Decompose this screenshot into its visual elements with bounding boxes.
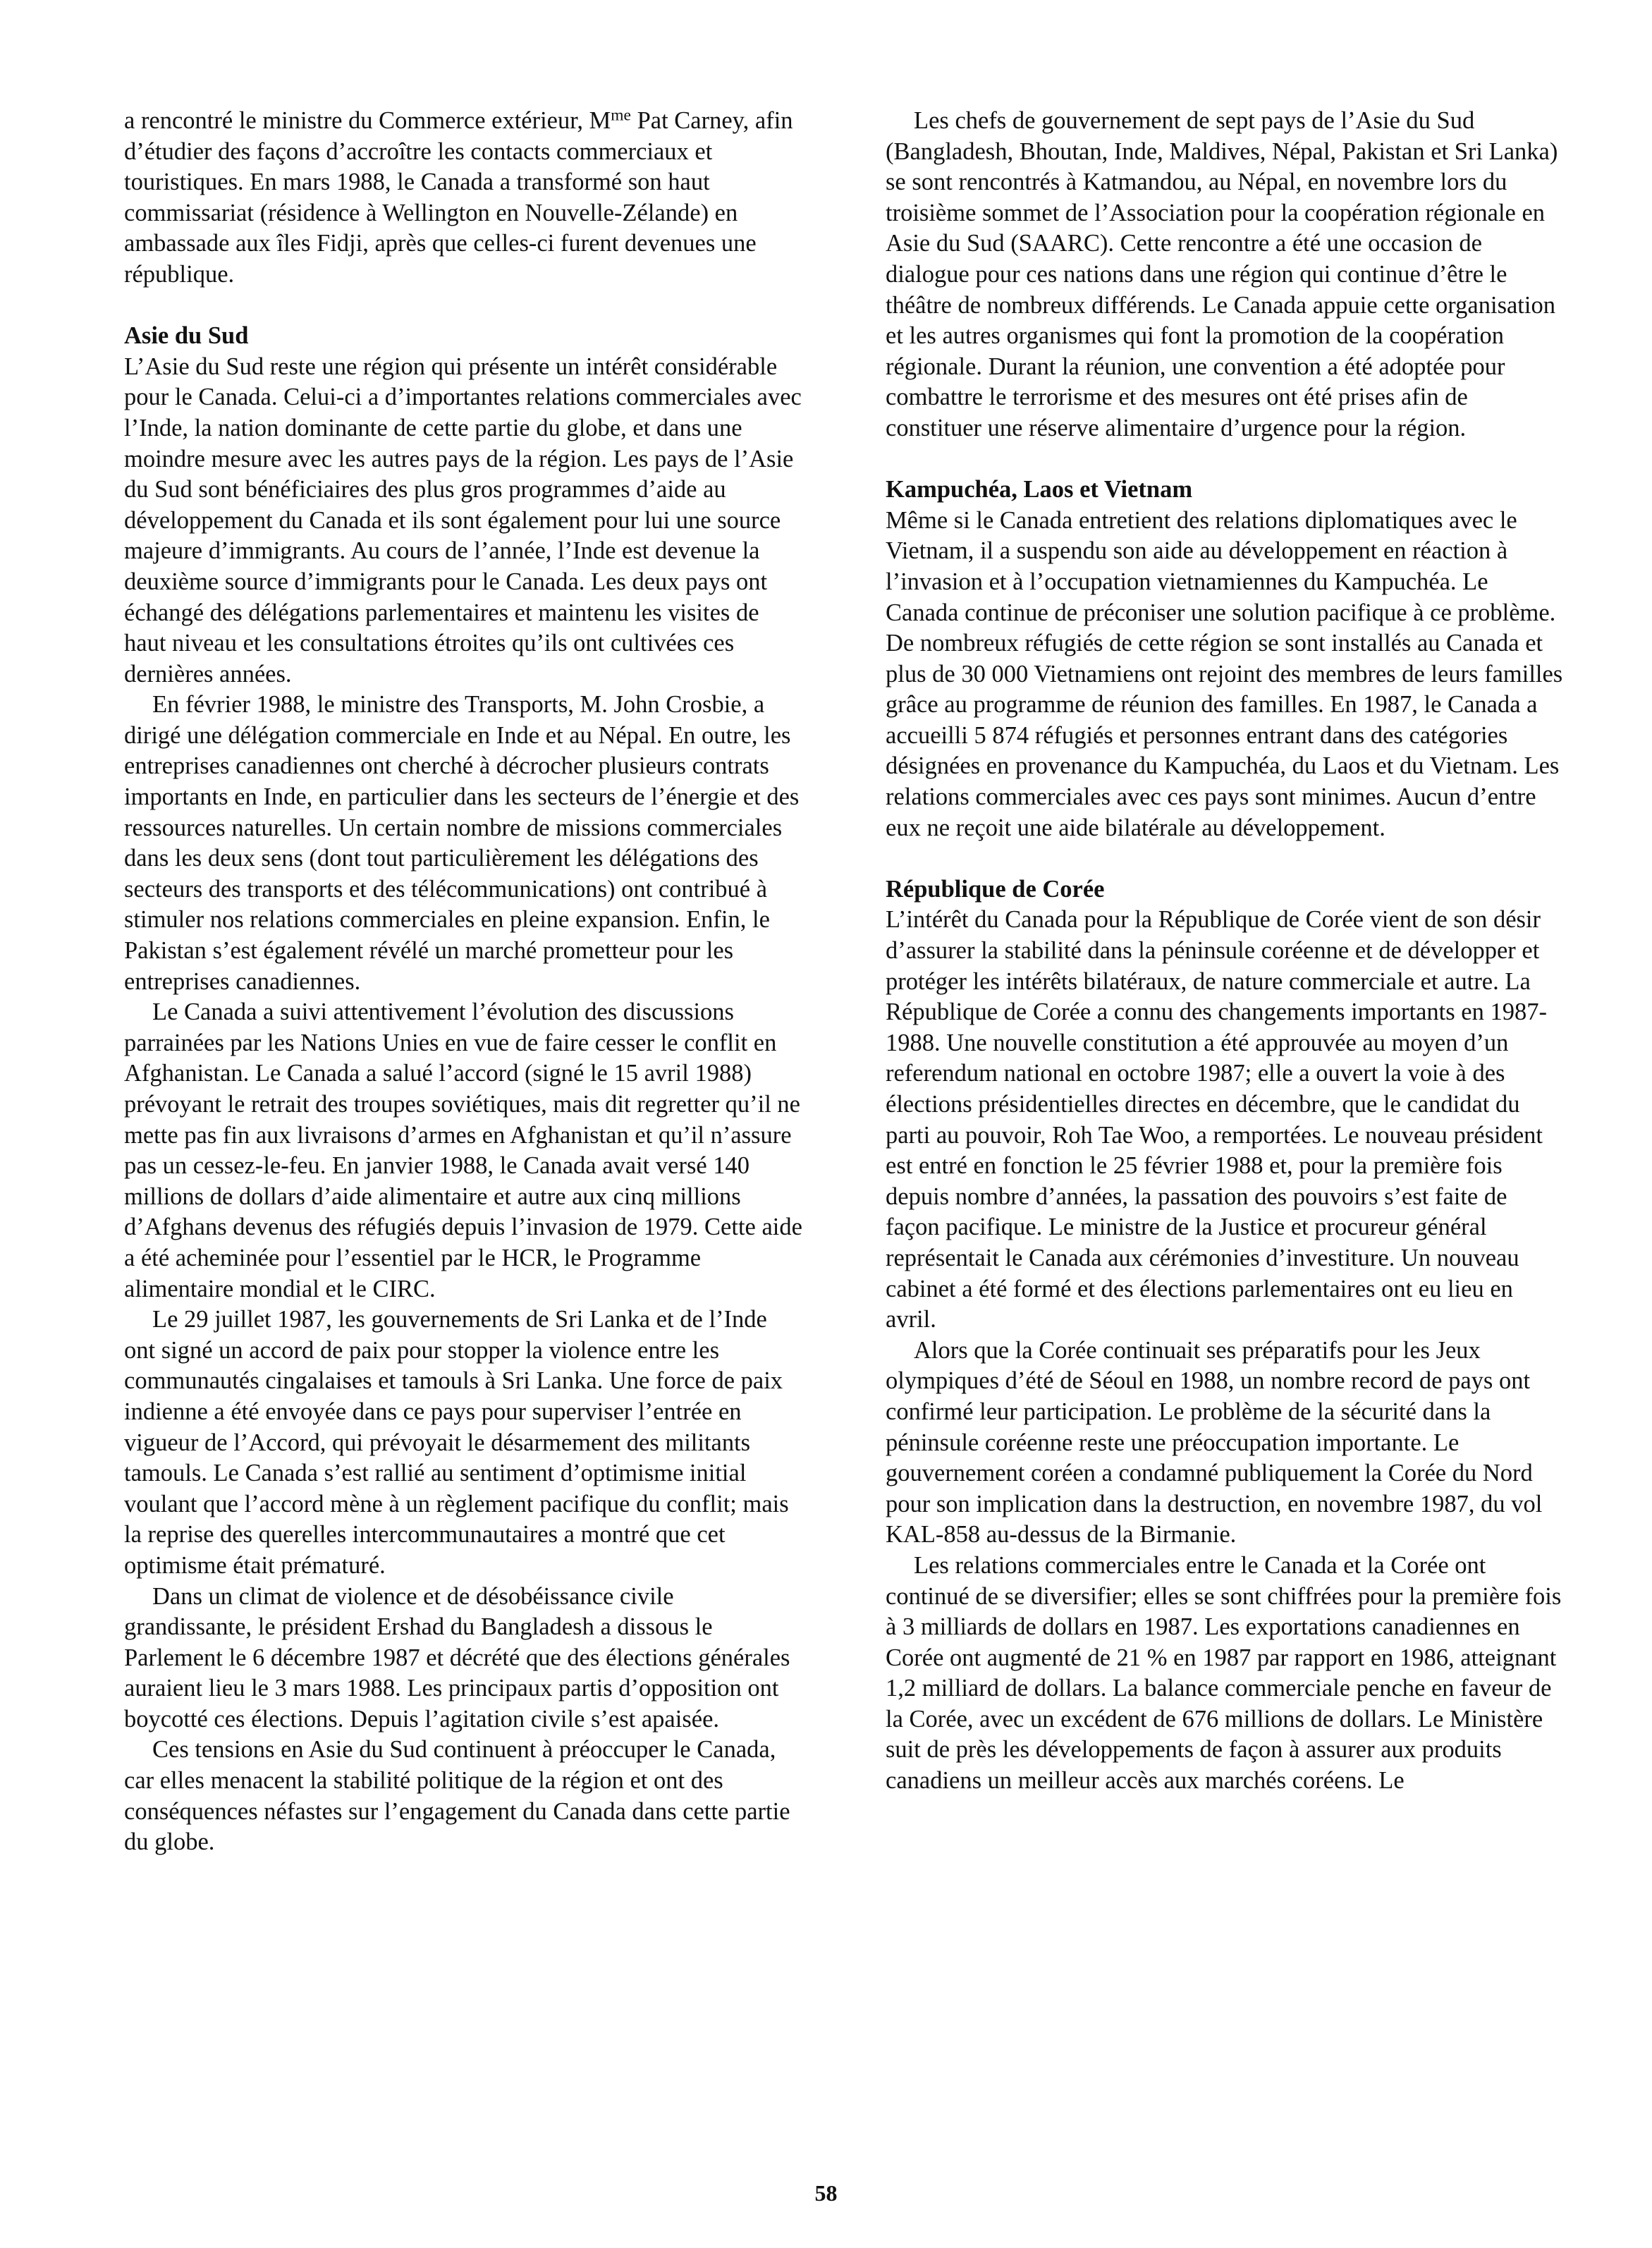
page-number: 58 [814,2180,838,2206]
section-heading-asie-du-sud: Asie du Sud [124,322,249,350]
paragraph: Alors que la Corée continuait ses préparatifs pour les Jeux olympiques d’été de Séoul en 1988, un nombre record de pays ont confirmé leur participation. Le problème de la sécurité dans la péninsule coréenne reste une préoccupation importante. Le gouvernement coréen a condamné publiquement la Corée du Nord pour son implication dans la destruction, en novembre 1987, du vol KAL-858 au-dessus de la Birmanie. [886,1336,1543,1548]
right-column [886,106,1564,1797]
title-superscript: me [611,106,631,125]
section-heading-coree: République de Corée [886,875,1105,903]
paragraph: Le Canada a suivi attentivement l’évolution des discussions parrainées par les Nations Unies en vue de faire cesser le conflit en Afghanistan. Le Canada a salué l’accord (signé le 15 avril 1988) prévoyant le retrait des troupes soviétiques, mais dit regretter qu’il ne mette pas fin aux livraisons d’armes en Afghanistan et qu’il n’assure pas un cessez-le-feu. En janvier 1988, le Canada avait versé 140 millions de dollars d’aide alimentaire et autre aux cinq millions d’Afghans devenus des réfugiés depuis l’invasion de 1979. Cette aide a été acheminée pour l’essentiel par le HCR, le Programme alimentaire mondial et le CIRC. [124,998,802,1302]
intro-paragraph: a rencontré le ministre du Commerce extérieur, $M^{me}$ Pat Carney, afin d’étudier des façons d’accroître les contacts commerciaux et touristiques. En mars 1988, le Canada a transformé son haut commissariat (résidence à Wellington en Nouvelle-Zélande) en ambassade aux îles Fidji, après que celles-ci furent devenues une république. [124,106,793,288]
paragraph: Même si le Canada entretient des relations diplomatiques avec le Vietnam, il a suspendu son aide au développement en réaction à l’invasion et à l’occupation vietnamiennes du Kampuchéa. Le Canada continue de préconiser une solution pacifique à ce problème. De nombreux réfugiés de cette région se sont installés au Canada et plus de 30 000 Vietnamiens ont rejoint des membres de leurs familles grâce au programme de réunion des familles. En 1987, le Canada a accueilli 5 874 réfugiés et personnes entrant dans des catégories désignées en provenance du Kampuchéa, du Laos et du Vietnam. Les relations commerciales avec ces pays sont minimes. Aucun d’entre eux ne reçoit une aide bilatérale au développement. [886,506,1563,841]
left-column [124,106,802,1858]
paragraph: Les relations commerciales entre le Canada et la Corée ont continué de se diversifier; elles se sont chiffrées pour la première fois à 3 milliards de dollars en 1987. Les exportations canadiennes en Corée ont augmenté de 21 % en 1987 par rapport en 1986, atteignant 1,2 milliard de dollars. La balance commerciale penche en faveur de la Corée, avec un excédent de 676 millions de dollars. Le Ministère suit de près les développements de façon à assurer aux produits canadiens un meilleur accès aux marchés coréens. Le [886,1551,1562,1795]
paragraph: Les chefs de gouvernement de sept pays de l’Asie du Sud (Bangladesh, Bhoutan, Inde, Maldives, Népal, Pakistan et Sri Lanka) se sont rencontrés à Katmandou, au Népal, en novembre lors du troisième sommet de l’Association pour la coopération régionale en Asie du Sud (SAARC). Cette rencontre a été une occasion de dialogue pour ces nations dans une région qui continue d’être le théâtre de nombreux différends. Le Canada appuie cette organisation et les autres organismes qui font la promotion de la coopération régionale. Durant la réunion, une convention a été adoptée pour combattre le terrorisme et des mesures ont été prises afin de constituer une réserve alimentaire d’urgence pour la région. [886,107,1558,441]
paragraph: L’Asie du Sud reste une région qui présente un intérêt considérable pour le Canada. Celui-ci a d’importantes relations commerciales avec l’Inde, la nation dominante de cette partie du globe, et dans une moindre mesure avec les autres pays de la région. Les pays de l’Asie du Sud sont bénéficiaires des plus gros programmes d’aide au développement du Canada et ils sont également pour lui une source majeure d’immigrants. Au cours de l’année, l’Inde est devenue la deuxième source d’immigrants pour le Canada. Les deux pays ont échangé des délégations parlementaires et maintenu les visites de haut niveau et les consultations étroites qu’ils ont cultivées ces dernières années. [124,353,802,688]
paragraph: Ces tensions en Asie du Sud continuent à préoccuper le Canada, car elles menacent la stabilité politique de la région et ont des conséquences néfastes sur l’engagement du Canada dans cette partie du globe. [124,1736,790,1856]
section-heading-kampuchea: Kampuchéa, Laos et Vietnam [886,476,1193,503]
paragraph: Dans un climat de violence et de désobéissance civile grandissante, le président Ershad du Bangladesh a dissous le Parlement le 6 décembre 1987 et décrété que des élections générales auraient lieu le 3 mars 1988. Les principaux partis d’opposition ont boycotté ces élections. Depuis l’agitation civile s’est apaisée. [124,1582,790,1733]
paragraph: Le 29 juillet 1987, les gouvernements de Sri Lanka et de l’Inde ont signé un accord de paix pour stopper la violence entre les communautés cingalaises et tamouls à Sri Lanka. Une force de paix indienne a été envoyée dans ce pays pour superviser l’entrée en vigueur de l’Accord, qui prévoyait le désarmement des militants tamouls. Le Canada s’est rallié au sentiment d’optimisme initial voulant que l’accord mène à un règlement pacifique du conflit; mais la reprise des querelles intercommunautaires a montré que cet optimisme était prématuré. [124,1306,789,1579]
paragraph: L’intérêt du Canada pour la République de Corée vient de son désir d’assurer la stabilité dans la péninsule coréenne et de développer et protéger les intérêts bilatéraux, de nature commerciale et autre. La République de Corée a connu des changements importants en 1987-1988. Une nouvelle constitution a été approuvée au moyen d’un referendum national en octobre 1987; elle a ouvert la voie à des élections présidentielles directes en décembre, que le candidat du parti au pouvoir, Roh Tae Woo, a remportées. Le nouveau président est entré en fonction le 25 février 1988 et, pour la première fois depuis nombre d’années, la passation des pouvoirs s’est faite de façon pacifique. Le ministre de la Justice et procureur général représentait le Canada aux cérémonies d’investiture. Un nouveau cabinet a été formé et des élections parlementaires ont eu lieu en avril. [886,906,1547,1333]
paragraph: En février 1988, le ministre des Transports, M. John Crosbie, a dirigé une délégation commerciale en Inde et au Népal. En outre, les entreprises canadiennes ont cherché à décrocher plusieurs contrats importants en Inde, en particulier dans les secteurs de l’énergie et des ressources naturelles. Un certain nombre de missions commerciales dans les deux sens (dont tout particulièrement les délégations des secteurs des transports et des télécommunications) ont contribué à stimuler nos relations commerciales en pleine expansion. Enfin, le Pakistan s’est également révélé un marché prometteur pour les entreprises canadiennes. [124,691,800,995]
